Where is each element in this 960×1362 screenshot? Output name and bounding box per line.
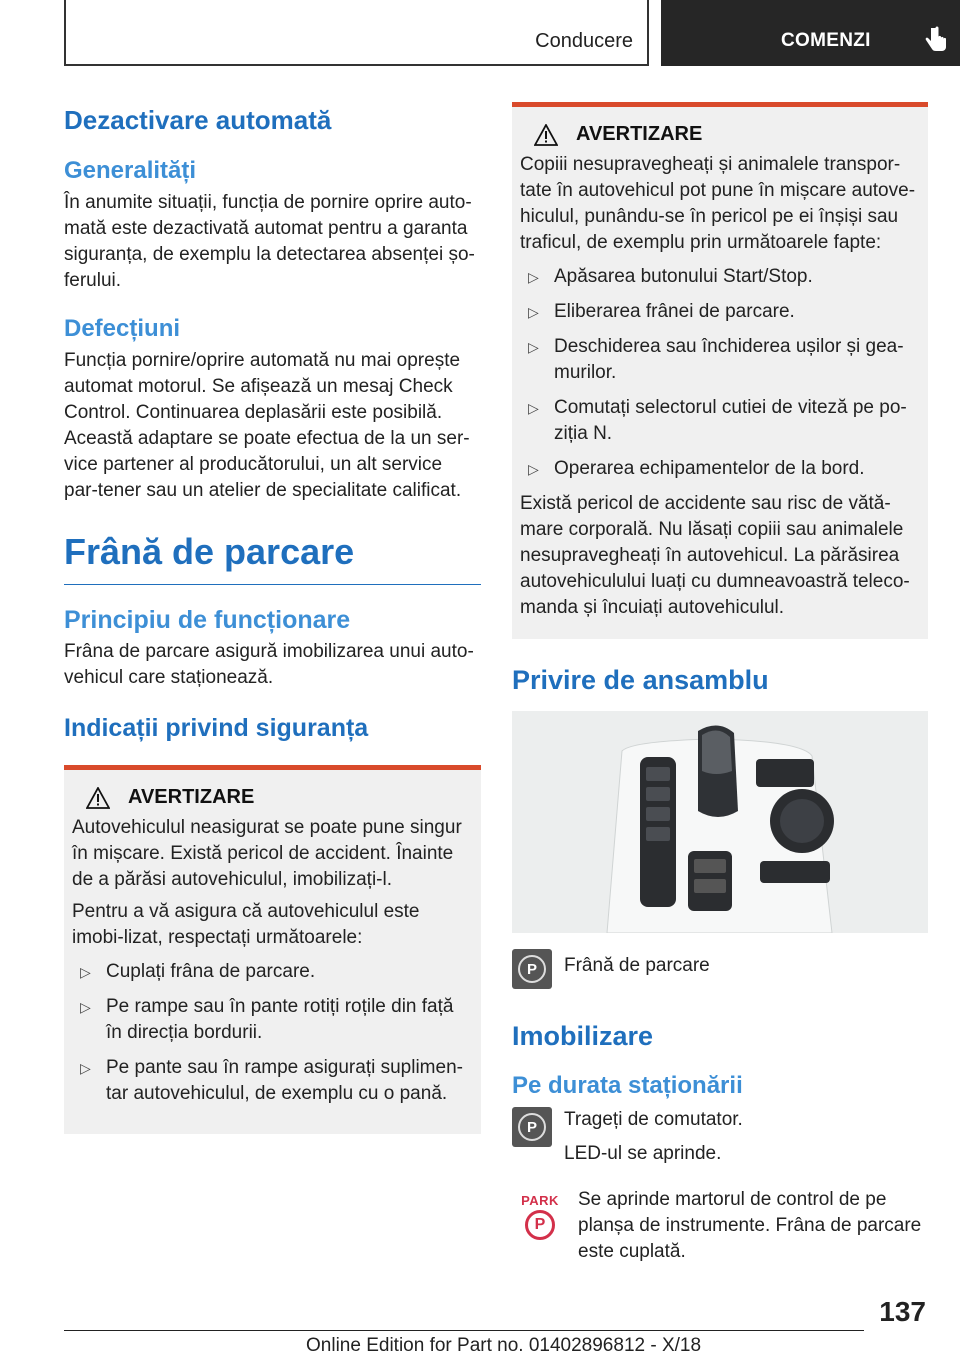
chapter-title: Frână de parcare [64,530,481,585]
heading-overview: Privire de ansamblu [512,665,769,695]
warning-box-right [512,102,928,639]
warning-text-1: Copiii nesupravegheați și animalele transpor-tate în autovehicul pot pune în mișcare autove-hiculul, punându-se în pericol pe ei înșiși sau traficul, de exemplu prin următoarele fapte: [520,154,916,253]
warning-title: AVERTIZARE [520,123,920,146]
step-row [512,1107,928,1167]
bullet-triangle-icon: ▷ [80,1060,91,1076]
heading-principle: Principiu de funcționare [64,606,351,634]
bullet-triangle-icon: ▷ [528,269,539,285]
paragraph-principle: Frâna de parcare asigură imobilizarea unui auto-vehicul care staționează. [64,641,474,688]
bullet-triangle-icon: ▷ [80,964,91,980]
warning-text-2: Există pericol de accidente sau risc de vătă-mare corporală. Nu lăsați copiii sau animalele nesupravegheați în autovehicul. La părăsirea autovehiculului luați cu dumneavoastră teleco-manda și încuiați autovehiculul. [520,493,910,618]
bullet-triangle-icon: ▷ [528,400,539,416]
step-led-on: LED-ul se aprinde. [564,1143,722,1164]
heading-parked: Pe durata staționării [512,1072,743,1099]
list-item: ▷ Deschiderea sau închiderea ușilor și gea-murilor. [528,336,904,383]
paragraph-general: În anumite situații, funcția de pornire oprire auto-mată este dezactivată automat pentru a garanta siguranța, de exemplu la detectarea absenței șo-ferului. [64,192,475,291]
list-item: ▷ Pe pante sau în rampe asigurați suplimen-tar autovehiculul, de exemplu cu o pană. [80,1057,463,1104]
parking-brake-switch-icon: P [512,949,552,989]
caption-row [512,949,928,989]
list-item: ▷ Eliberarea frânei de parcare. [520,299,920,325]
bullet-triangle-icon: ▷ [528,339,539,355]
bullet-triangle-icon: ▷ [528,304,539,320]
parking-brake-switch-icon: P [512,1107,552,1147]
warning-box-left [64,765,481,1134]
indicator-row [512,1187,928,1265]
footer-text: Online Edition for Part no. 01402896812 - X/18 [306,1335,702,1356]
list-item: ▷ Pe rampe sau în pante rotiți roțile din față în direcția bordurii. [80,996,454,1043]
warning-triangle-icon [534,124,558,146]
right-column [512,102,928,1265]
list-item: ▷ Comutați selectorul cutiei de viteză pe po-ziția N. [528,397,907,444]
park-indicator-icon: PARK P [512,1187,568,1240]
warning-list [520,264,920,482]
heading-auto-off: Dezactivare automată [64,105,332,135]
photo-caption: Frână de parcare [564,955,710,976]
list-item: ▷ Cuplați frâna de parcare. [72,959,473,985]
list-item: ▷ Apăsarea butonului Start/Stop. [520,264,920,290]
page-number: 137 [879,1296,926,1327]
list-item: ▷ Operarea echipamentelor de la bord. [520,456,920,482]
paragraph-faults: Funcția pornire/oprire automată nu mai oprește automat motorul. Se afișează un mesaj Check Control. Continuarea deplasării este posibilă. Această adaptare se poate efectua de la un ser-vice partener al producătorului, un alt service par-tener sau un atelier de specialitate calificat. [64,350,470,501]
heading-safety: Indicații privind siguranța [64,714,369,742]
warning-triangle-icon [86,787,110,809]
heading-general: Generalități [64,157,197,184]
chapter-tab [661,0,960,66]
heading-faults: Defecțiuni [64,315,181,342]
section-tab [64,0,649,66]
bullet-triangle-icon: ▷ [528,461,539,477]
section-label: Conducere [535,30,633,52]
left-column [64,100,481,1134]
heading-immobilize: Imobilizare [512,1021,654,1051]
page-header [64,0,960,66]
warning-text-2: Pentru a vă asigura că autovehiculul este imobi-lizat, respectați următoarele: [72,901,420,948]
footer [64,1330,864,1356]
warning-text-1: Autovehiculul neasigurat se poate pune singur în mișcare. Există pericol de accident. Înainte de a părăsi autovehiculul, imobilizați-l. [72,817,462,890]
step-pull-switch: Trageți de comutator. [564,1109,743,1130]
warning-title: AVERTIZARE [72,786,473,809]
center-console-image [512,711,928,933]
console-photo [512,711,928,933]
hand-pointer-icon [925,26,949,54]
chapter-label: COMENZI [781,30,871,51]
bullet-triangle-icon: ▷ [80,999,91,1015]
paragraph-indicator: Se aprinde martorul de control de pe planșa de instrumente. Frâna de parcare este cuplată. [578,1189,922,1262]
warning-list [72,959,473,1107]
